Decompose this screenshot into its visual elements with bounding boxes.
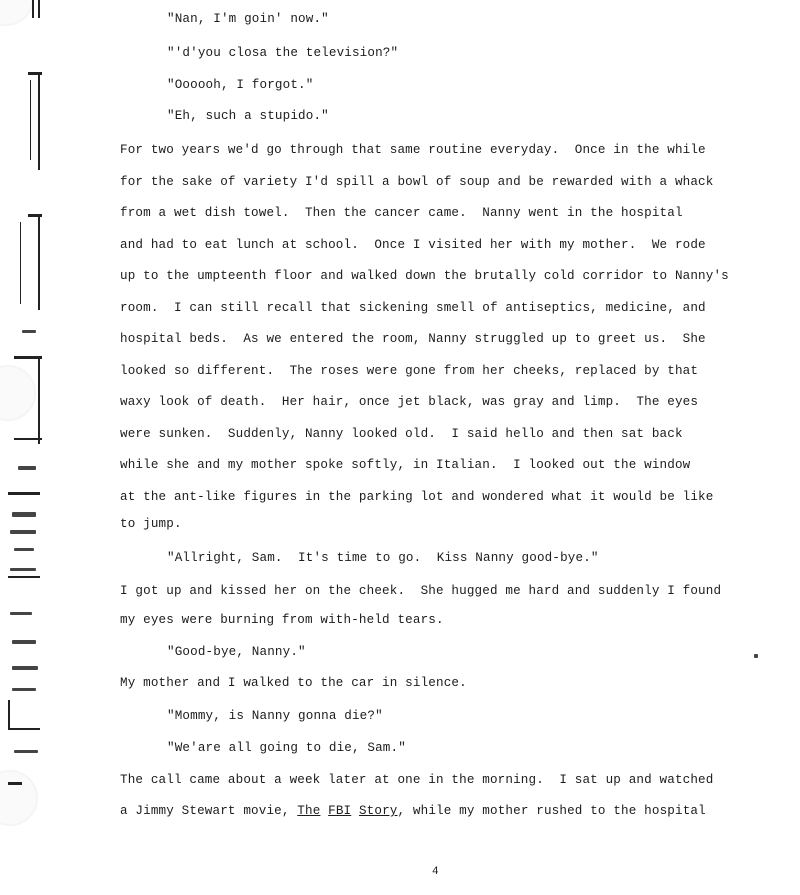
scan-speck — [12, 688, 36, 691]
margin-mark — [38, 358, 40, 444]
dialogue-line: "Good-bye, Nanny." — [167, 645, 306, 659]
scan-speck — [22, 330, 36, 333]
page-number: 4 — [432, 866, 439, 878]
text-line: up to the umpteenth floor and walked down the brutally cold corridor to Nanny's — [120, 269, 729, 283]
margin-mark — [20, 222, 21, 304]
text-line: I got up and kissed her on the cheek. She hugged me hard and suddenly I found — [120, 584, 722, 598]
dialogue-line: "Allright, Sam. It's time to go. Kiss Nanny good-bye." — [167, 551, 599, 565]
movie-title-word: Story — [358, 804, 398, 818]
scan-speck — [10, 568, 36, 571]
text-line: My mother and I walked to the car in silence. — [120, 676, 467, 690]
text-line: for the sake of variety I'd spill a bowl of soup and be rewarded with a whack — [120, 175, 714, 189]
binder-hole — [0, 770, 38, 826]
scan-speck — [754, 654, 758, 658]
text-line: to jump. — [120, 517, 182, 531]
scan-speck — [14, 548, 34, 551]
scan-speck — [10, 530, 36, 534]
dialogue-line: "Mommy, is Nanny gonna die?" — [167, 709, 383, 723]
scan-speck — [14, 750, 38, 753]
binder-hole — [0, 0, 34, 26]
scan-speck — [12, 512, 36, 517]
text-line-with-title — [120, 803, 706, 819]
dialogue-line: "Eh, such a stupido." — [167, 109, 329, 123]
scan-speck — [12, 666, 38, 670]
dialogue-line: "Nan, I'm goin' now." — [167, 12, 329, 26]
text-line: were sunken. Suddenly, Nanny looked old. I said hello and then sat back — [120, 427, 683, 441]
margin-mark — [8, 782, 22, 785]
scan-speck — [10, 612, 32, 615]
text-line: looked so different. The roses were gone from her cheeks, replaced by that — [120, 364, 699, 378]
text-line: while she and my mother spoke softly, in Italian. I looked out the window — [120, 458, 691, 472]
margin-mark — [14, 438, 42, 440]
margin-mark — [8, 728, 40, 730]
text-line: waxy look of death. Her hair, once jet black, was gray and limp. The eyes — [120, 395, 699, 409]
text-line: hospital beds. As we entered the room, Nanny struggled up to greet us. She — [120, 332, 706, 346]
movie-title-word: FBI — [328, 804, 352, 818]
scan-speck — [12, 640, 36, 644]
margin-mark — [38, 74, 40, 170]
text-line: at the ant-like figures in the parking lot and wondered what it would be like — [120, 490, 714, 504]
text-line: my eyes were burning from with-held tears. — [120, 613, 444, 627]
margin-mark — [8, 576, 40, 578]
margin-mark — [38, 0, 40, 18]
line-prefix: a Jimmy Stewart movie, — [120, 804, 298, 818]
margin-mark — [8, 492, 40, 495]
dialogue-line: "We'are all going to die, Sam." — [167, 741, 406, 755]
line-suffix: , while my mother rushed to the hospital — [397, 804, 706, 818]
binder-hole — [0, 365, 36, 421]
margin-mark — [32, 0, 34, 18]
text-line: The call came about a week later at one in the morning. I sat up and watched — [120, 773, 714, 787]
text-line: from a wet dish towel. Then the cancer came. Nanny went in the hospital — [120, 206, 683, 220]
text-line: and had to eat lunch at school. Once I visited her with my mother. We rode — [120, 238, 706, 252]
scan-speck — [18, 466, 36, 470]
margin-mark — [8, 700, 10, 730]
dialogue-line: "Oooooh, I forgot." — [167, 78, 314, 92]
text-line: For two years we'd go through that same routine everyday. Once in the while — [120, 143, 706, 157]
text-line: room. I can still recall that sickening smell of antiseptics, medicine, and — [120, 301, 706, 315]
dialogue-line: "'d'you closa the television?" — [167, 46, 399, 60]
margin-mark — [38, 216, 40, 310]
margin-mark — [30, 80, 31, 160]
movie-title-word: The — [297, 804, 321, 818]
